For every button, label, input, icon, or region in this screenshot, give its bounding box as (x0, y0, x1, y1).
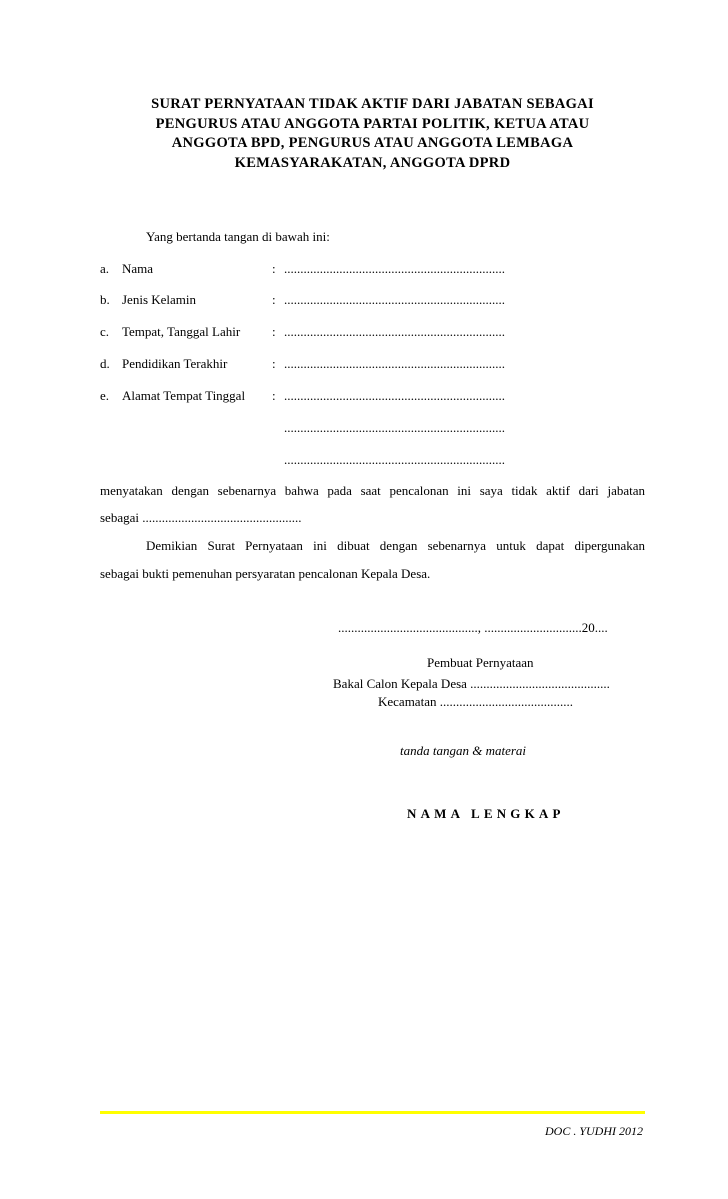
field-label: Jenis Kelamin (122, 292, 197, 307)
field-blank: .................................................................... (284, 388, 505, 403)
field-colon: : (272, 292, 276, 307)
field-letter: e. (100, 388, 110, 403)
field-label: Tempat, Tanggal Lahir (122, 324, 241, 339)
field-row-nama (100, 261, 645, 279)
field-colon: : (272, 261, 276, 276)
field-row-jenis-kelamin (100, 292, 645, 310)
title-line-4: KEMASYARAKATAN, ANGGOTA DPRD (234, 154, 511, 171)
field-blank: .................................................................... (284, 452, 505, 467)
signer-district: Kecamatan ......................................... (378, 694, 573, 709)
field-blank: .................................................................... (284, 292, 505, 307)
statement-line-1: menyatakan dengan sebenarnya bahwa pada saat pencalonan ini saya tidak aktif dari jabatan (100, 483, 645, 498)
field-label: Pendidikan Terakhir (122, 356, 228, 371)
footer-divider (100, 1111, 645, 1114)
field-letter: d. (100, 356, 110, 371)
field-colon: : (272, 356, 276, 371)
field-row-alamat-line-2 (100, 420, 645, 438)
signer-title: Pembuat Pernyataan (427, 655, 534, 670)
field-blank: .................................................................... (284, 420, 505, 435)
field-row-alamat-line-3 (100, 452, 645, 470)
field-blank: .................................................................... (284, 356, 505, 371)
field-colon: : (272, 324, 276, 339)
field-row-alamat (100, 388, 645, 406)
field-label: Nama (122, 261, 154, 276)
field-letter: a. (100, 261, 110, 276)
footer-doc-label: DOC . YUDHI 2012 (544, 1124, 643, 1138)
field-label: Alamat Tempat Tinggal (122, 388, 246, 403)
signer-role: Bakal Calon Kepala Desa ........................................... (333, 676, 610, 691)
field-letter: c. (100, 324, 110, 339)
field-row-tempat-tanggal-lahir (100, 324, 645, 342)
statement-line-2: sebagai ................................................. (100, 510, 302, 525)
closing-line-1: Demikian Surat Pernyataan ini dibuat dengan sebenarnya untuk dapat dipergunakan (146, 538, 645, 553)
full-name-placeholder: NAMA LENGKAP (407, 806, 565, 821)
intro-text: Yang bertanda tangan di bawah ini: (146, 229, 330, 244)
title-line-3: ANGGOTA BPD, PENGURUS ATAU ANGGOTA LEMBAGA (171, 135, 574, 151)
title-line-2: PENGURUS ATAU ANGGOTA PARTAI POLITIK, KETUA ATAU (155, 115, 590, 132)
title-line-1: SURAT PERNYATAAN TIDAK AKTIF DARI JABATAN SEBAGAI (151, 96, 594, 112)
place-date-line: ..........................................., ..............................20.... (338, 620, 608, 635)
closing-line-2: sebagai bukti pemenuhan persyaratan pencalonan Kepala Desa. (100, 566, 431, 581)
field-row-pendidikan-terakhir (100, 356, 645, 374)
signature-note: tanda tangan & materai (400, 743, 527, 758)
field-blank: .................................................................... (284, 324, 505, 339)
field-colon: : (272, 388, 276, 403)
field-blank: .................................................................... (284, 261, 505, 276)
field-letter: b. (100, 292, 110, 307)
document-title (100, 95, 645, 173)
